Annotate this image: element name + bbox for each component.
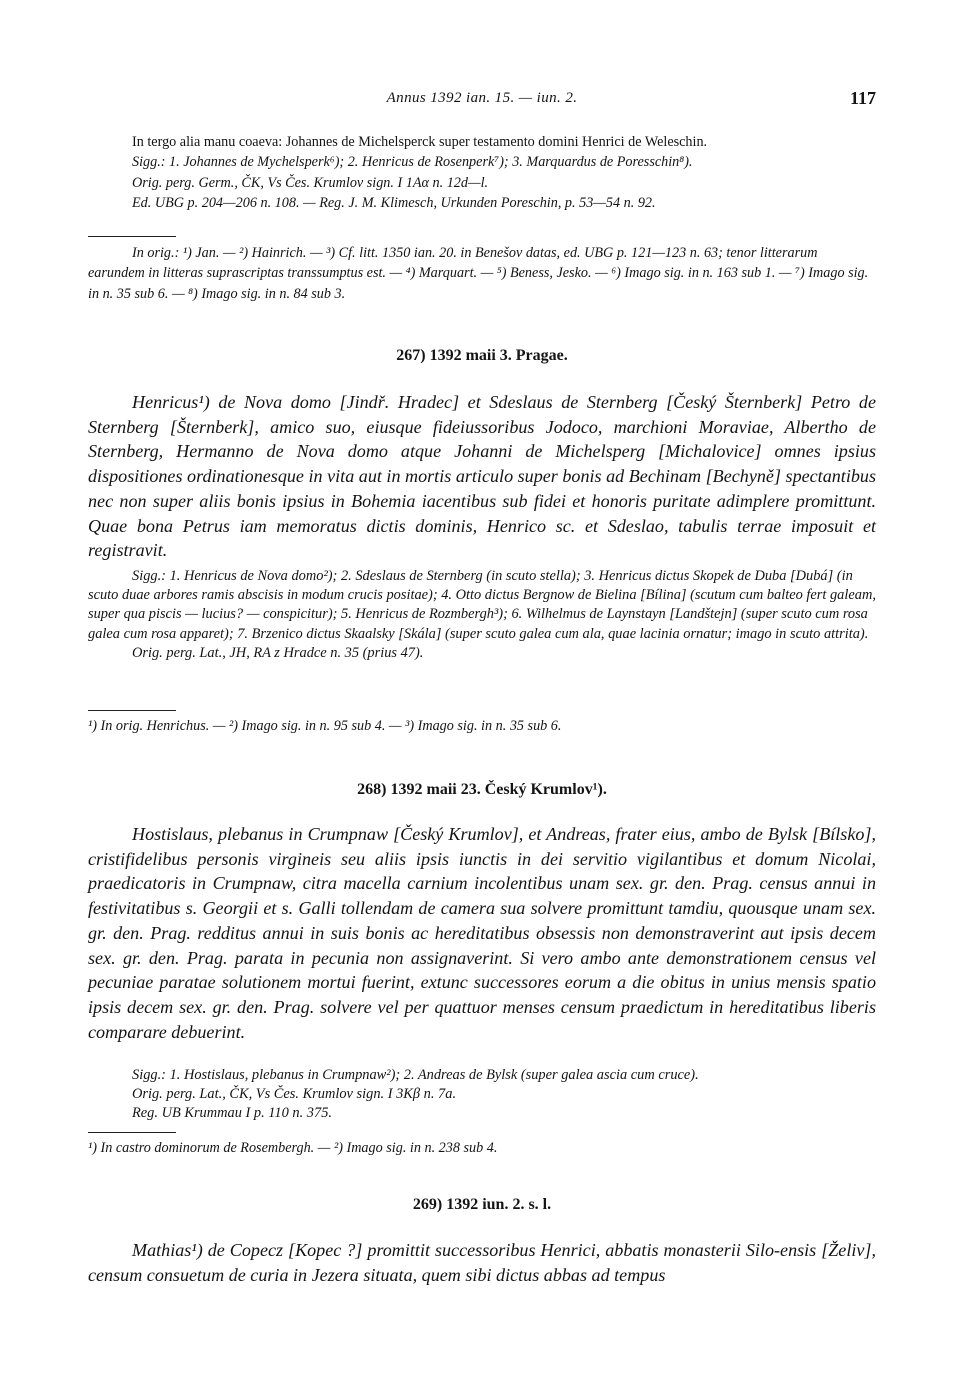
footnote-rule: [88, 236, 176, 237]
footnote-text: ¹) In castro dominorum de Rosembergh. — ²) Imago sig. in n. 238 sub 4.: [88, 1140, 498, 1156]
running-title: Annus 1392 ian. 15. — iun. 2.: [386, 90, 578, 106]
orig-note: Orig. perg. Germ., ČK, Vs Čes. Krumlov sign. I 1Aα n. 12d—l.: [132, 174, 489, 191]
in-tergo-note: In tergo alia manu coaeva: Johannes de Michelsperck super testamento domini Henrici de Weleschin.: [132, 134, 708, 150]
entry-267-sigg: Sigg.: 1. Henricus de Nova domo²); 2. Sdeslaus de Sternberg (in scuto stella); 3. Henricus dictus Skopek de Duba [Dubá] (in scuto duae arbores ramis abscisis in modum crucis positae); 4. Otto dictus Bergnow de Bielina [Bílina] (scutum cum balteo fert galeam, super qua piscis — lucius? — conspicitur); 5. Henricus de Rozmbergh³); 6. Wilhelmus de Laynstayn [Landštejn] (super scuto cum rosa galea cum rosa apparet); 7. Brzenico dictus Skaalsky [Skála] (super scuto galea cum ala, quae lacinia ornatur; imago in scuto attrita).: [88, 568, 876, 642]
entry-269-heading: 269) 1392 iun. 2. s. l.: [412, 1196, 552, 1213]
entry-268-text-block: [88, 822, 876, 1044]
preamble-block: [88, 132, 876, 214]
entry-269-text: Mathias¹) de Copecz [Kopec ?] promittit successoribus Henrici, abbatis monasterii Silo-ensis [Želiv], censum consuetum de curia in Jezera situata, quem sibi dictus abbas ad tempus: [88, 1240, 876, 1285]
entry-268-sigg: Sigg.: 1. Hostislaus, plebanus in Crumpnaw²); 2. Andreas de Bylsk (super galea ascia cum cruce).: [132, 1067, 699, 1083]
entry-269-text-block: [88, 1238, 876, 1287]
entry-267-orig: Orig. perg. Lat., JH, RA z Hradce n. 35 (prius 47).: [132, 644, 424, 661]
entry-268-text: Hostislaus, plebanus in Crumpnaw [Český Krumlov], et Andreas, frater eius, ambo de Bylsk [Bílsko], cristifidelibus personis virgineis seu aliis ipsis iunctis in dei servitio vigilantibus et domum Nicolai, praedicatoris in Crumpnaw, citra macella carnium incolentibus unam sex. gr. den. Prag. census annui in festivitatibus s. Georgii et s. Galli tollendam de camera sua solvere promittunt tamdiu, quousque unam sex. gr. den. Prag. redditus annui in suis bonis ac hereditatibus obsessis non demonstraverint aut ipsis decem sex. gr. den. Prag. parata in pecunia non assignaverint. Si vero ambo ante demonstrationem census vel pecuniae paratae solutionem mortui fuerint, extunc successores eorum a die obitus in unius mensis spatio ipsis decem sex. gr. den. Prag. solvere vel per quattuor menses censum praedictum in hereditatibus liberis comparare debuerint.: [88, 824, 876, 1042]
entry-267-footnotes: [88, 716, 876, 736]
footnote-rule: [88, 710, 176, 711]
page-number: 117: [849, 88, 876, 108]
sigillum-list: Sigg.: 1. Johannes de Mychelsperk⁶); 2. Henricus de Rosenperk⁷); 3. Marquardus de Poresschin⁸).: [132, 154, 693, 171]
footnote-rule: [88, 1132, 176, 1133]
entry-267-heading: 267) 1392 maii 3. Pragae.: [396, 347, 568, 364]
entry-268-reg: Reg. UB Krummau I p. 110 n. 375.: [132, 1105, 332, 1122]
entry-267-apparatus: [88, 567, 876, 663]
running-head: [88, 88, 876, 112]
entry-268-apparatus: [88, 1066, 876, 1124]
footnote-text: ¹) In orig. Henrichus. — ²) Imago sig. in n. 95 sub 4. — ³) Imago sig. in n. 35 sub 6.: [88, 718, 562, 734]
footnote-text: In orig.: ¹) Jan. — ²) Hainrich. — ³) Cf. litt. 1350 ian. 20. in Benešov datas, ed. UBG p. 121—123 n. 63; tenor litterarum earundem in litteras suprascriptas transsumptus est. — ⁴) Marquart. — ⁵) Beness, Jesko. — ⁶) Imago sig. in n. 163 sub 1. — ⁷) Imago sig. in n. 35 sub 6. — ⁸) Imago sig. in n. 84 sub 3.: [88, 245, 869, 302]
entry-268-orig: Orig. perg. Lat., ČK, Vs Čes. Krumlov sign. I 3Kβ n. 7a.: [132, 1086, 457, 1103]
entry-268-heading: 268) 1392 maii 23. Český Krumlov¹).: [357, 781, 607, 798]
entry-267-text: Henricus¹) de Nova domo [Jindř. Hradec] et Sdeslaus de Sternberg [Český Šternberk] Petro de Sternberg [Šternberk], amico suo, eiusque fideiussoribus Jodoco, marchioni Moraviae, Albertho de Sternberg, Hermanno de Nova domo atque Johanni de Michelsperg [Michalovice] omnes ipsius dispositiones ordinationesque in vita aut in mortis articulo super bonis ad Bechinam [Bechyně] spectantibus nec non super aliis bonis ipsius in Bohemia iacentibus sub fidei et honoris puritate adimplere promittunt. Quae bona Petrus iam memoratus dictis dominis, Henrico sc. et Sdeslao, tabulis terrae imposuit et registravit.: [88, 392, 876, 561]
entry-268-footnotes: [88, 1138, 876, 1158]
preamble-footnotes: [88, 243, 876, 304]
edition-note: Ed. UBG p. 204—206 n. 108. — Reg. J. M. Klimesch, Urkunden Poreschin, p. 53—54 n. 92.: [132, 195, 656, 212]
entry-267-text-block: [88, 390, 876, 563]
